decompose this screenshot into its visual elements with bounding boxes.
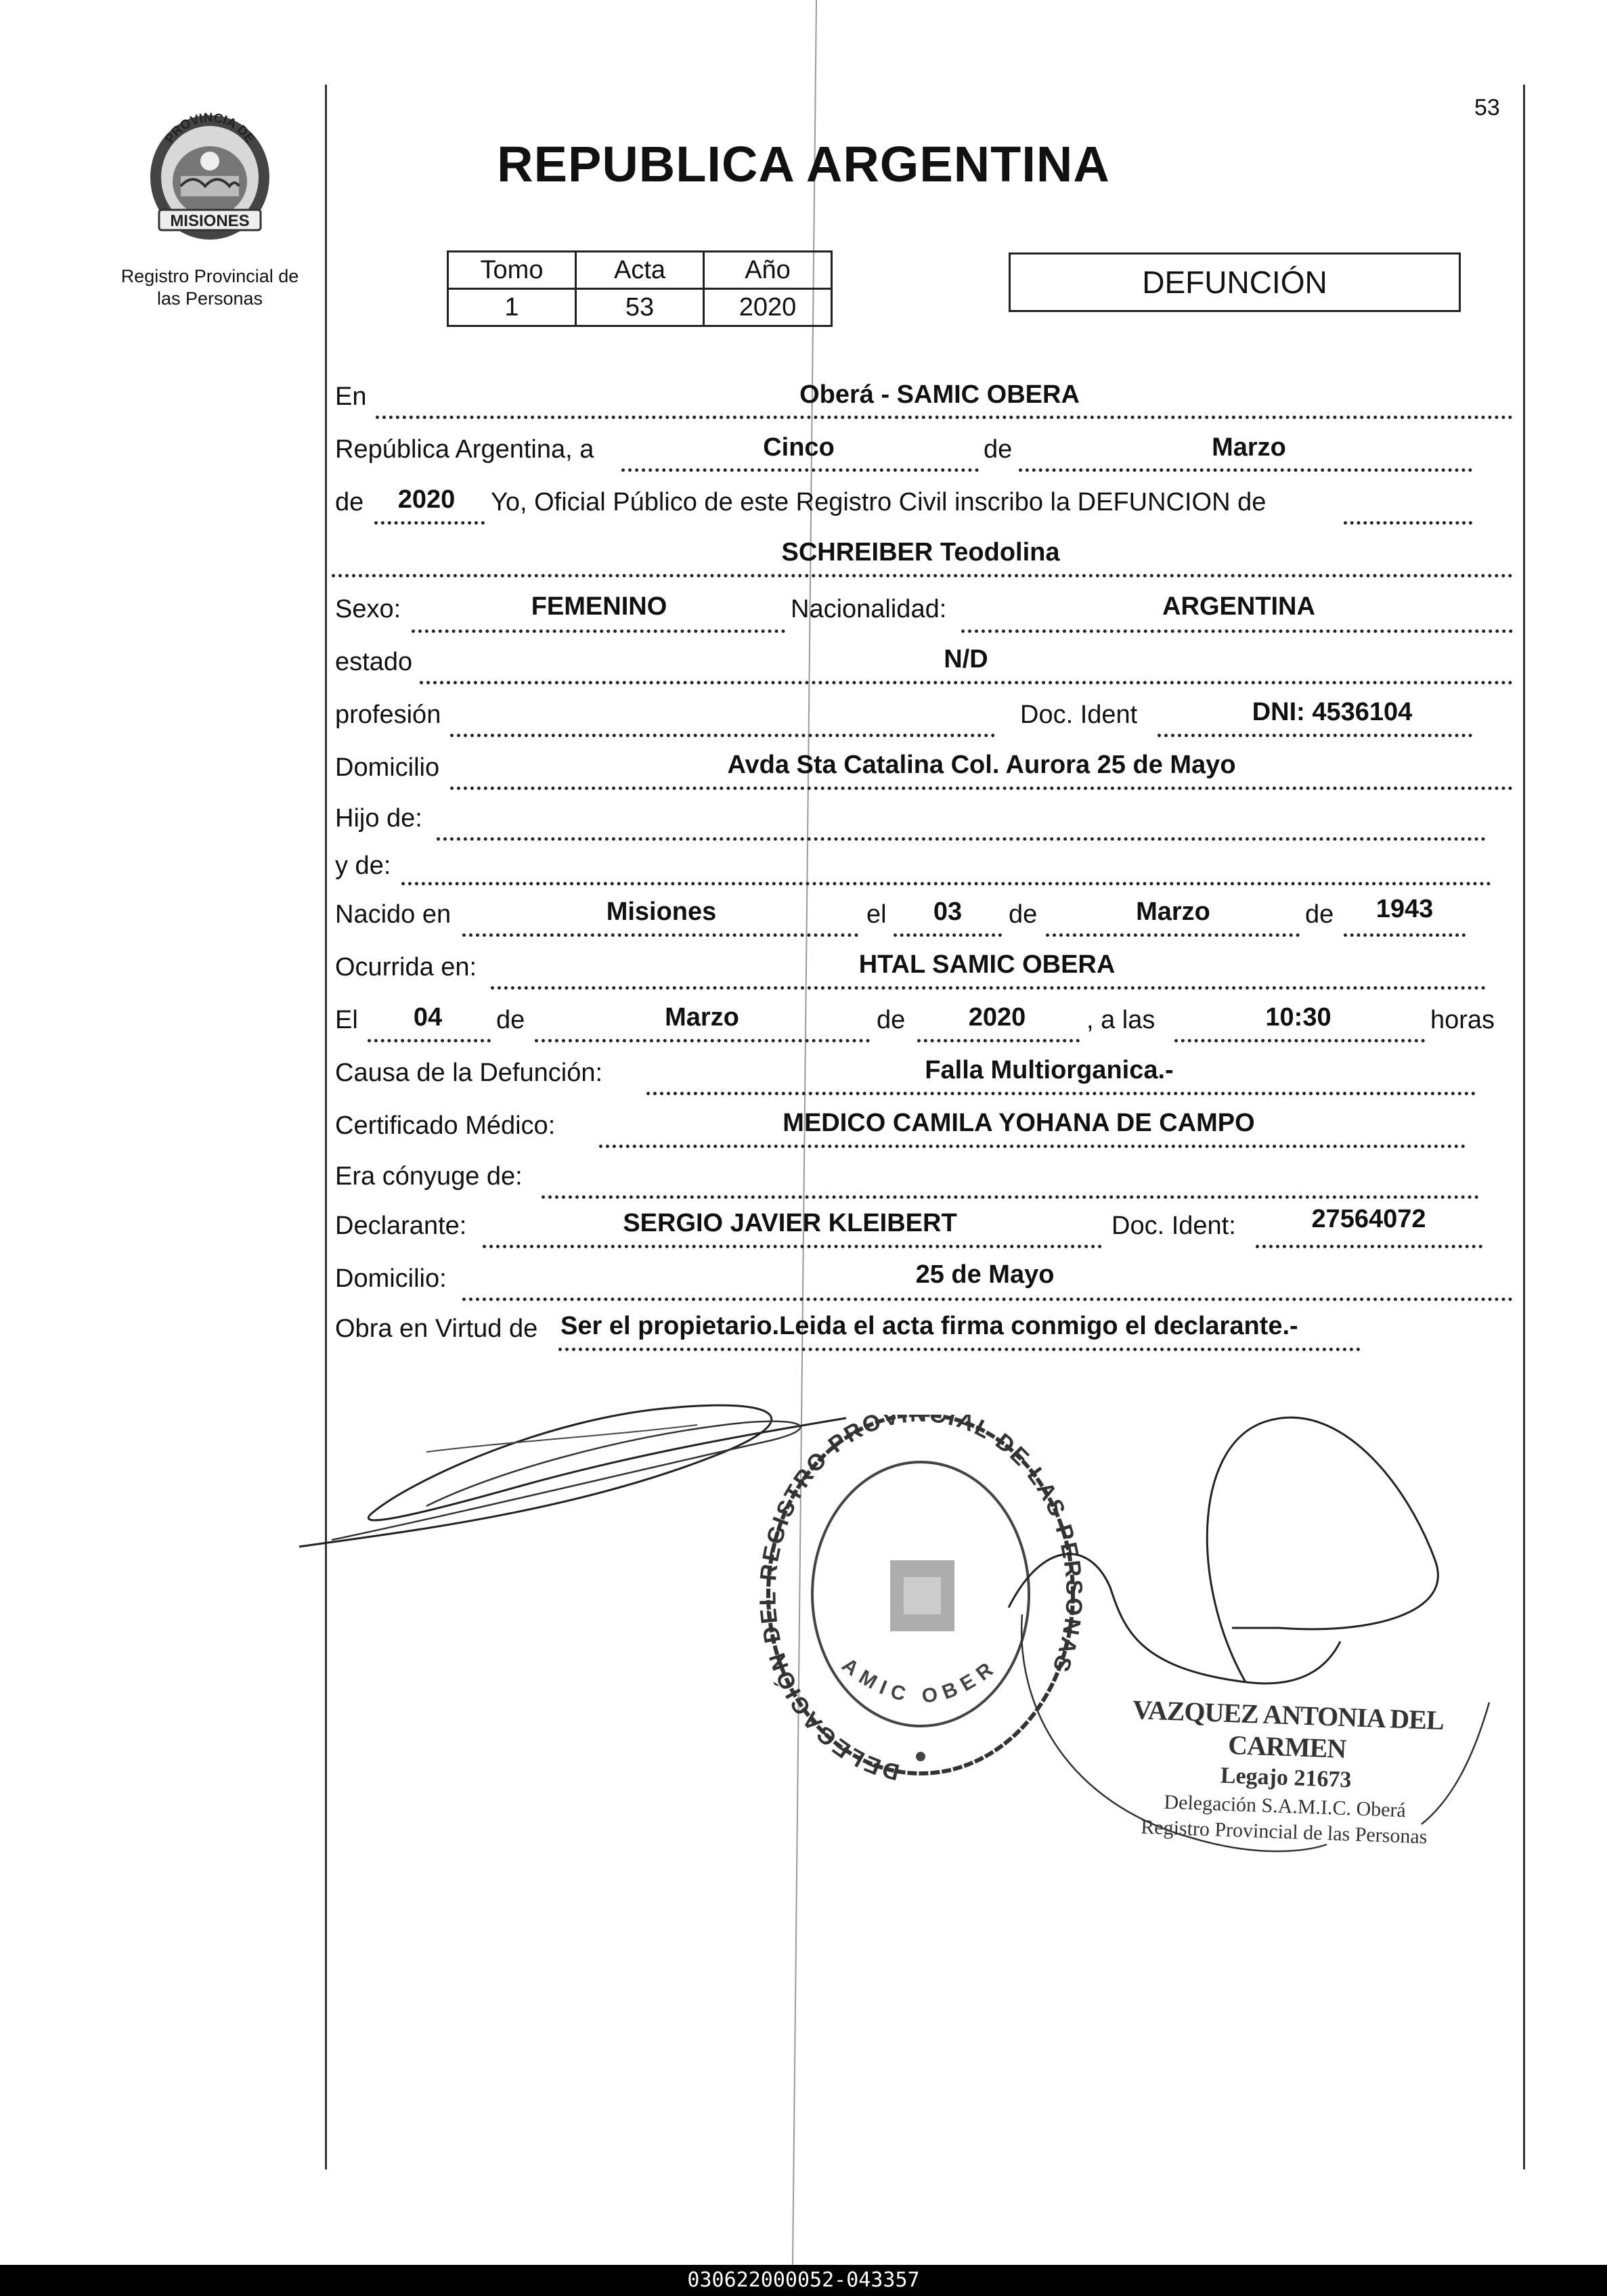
stamp-inner-text: AMIC OBER bbox=[837, 1654, 1003, 1708]
place-value: Oberá - SAMIC OBERA bbox=[799, 380, 1080, 409]
officer-delegacion: Delegación S.A.M.I.C. Oberá bbox=[1164, 1790, 1407, 1822]
nacido-en-value: Misiones bbox=[606, 898, 717, 926]
ocurrida-en-value: HTAL SAMIC OBERA bbox=[858, 950, 1116, 979]
doc-ident-label: Doc. Ident bbox=[1020, 701, 1138, 729]
y-de-label: y de: bbox=[335, 852, 391, 880]
conyuge-label: Era cónyuge de: bbox=[335, 1162, 523, 1191]
dotted-line bbox=[917, 1039, 1080, 1042]
registry-line-1: Registro Provincial de bbox=[120, 266, 299, 286]
certificado-label: Certificado Médico: bbox=[335, 1111, 556, 1140]
page-number: 53 bbox=[1474, 95, 1500, 120]
obra-label: Obra en Virtud de bbox=[335, 1315, 538, 1343]
de-label: de bbox=[335, 488, 364, 516]
de-label: de bbox=[1305, 900, 1334, 929]
dotted-line bbox=[437, 837, 1486, 841]
profesion-label: profesión bbox=[335, 701, 441, 729]
barcode-footer: 030622000052-043357 bbox=[0, 2265, 1607, 2296]
a-las-label: , a las bbox=[1086, 1006, 1155, 1034]
officer-legajo: Legajo 21673 bbox=[1220, 1763, 1352, 1793]
right-border-line bbox=[1523, 85, 1525, 2169]
registry-line-2: las Personas bbox=[156, 288, 263, 309]
document-type-box: DEFUNCIÓN bbox=[1009, 252, 1461, 312]
dotted-line bbox=[646, 1092, 1476, 1095]
anio-label: Año bbox=[704, 252, 832, 289]
nacionalidad-label: Nacionalidad: bbox=[791, 595, 947, 623]
nacionalidad-value: ARGENTINA bbox=[1162, 592, 1315, 621]
el-label: el bbox=[866, 900, 887, 929]
oficial-text: Yo, Oficial Público de este Registro Civil inscribo la DEFUNCION de bbox=[491, 488, 1267, 516]
de-label: de bbox=[1009, 900, 1038, 929]
death-month-value: Marzo bbox=[665, 1003, 739, 1032]
dotted-line bbox=[374, 521, 485, 525]
acta-label: Acta bbox=[576, 252, 704, 289]
republica-label: República Argentina, a bbox=[335, 435, 594, 464]
acta-value: 53 bbox=[576, 289, 704, 326]
death-time-value: 10:30 bbox=[1265, 1003, 1331, 1032]
day-word-value: Cinco bbox=[763, 433, 835, 462]
decl-doc-label: Doc. Ident: bbox=[1111, 1212, 1236, 1240]
certificado-value: MEDICO CAMILA YOHANA DE CAMPO bbox=[783, 1109, 1255, 1137]
decl-doc-value: 27564072 bbox=[1311, 1205, 1426, 1233]
dotted-line bbox=[1256, 1245, 1482, 1248]
anio-value: 2020 bbox=[704, 289, 832, 326]
birth-month-value: Marzo bbox=[1136, 898, 1210, 926]
dotted-line bbox=[332, 574, 1513, 577]
estado-value: N/D bbox=[944, 645, 988, 674]
dotted-line bbox=[491, 986, 1486, 990]
dotted-line bbox=[462, 1298, 1513, 1301]
record-table bbox=[447, 250, 833, 327]
dotted-line bbox=[535, 1039, 870, 1042]
dotted-line bbox=[1174, 1039, 1425, 1042]
deceased-name-value: SCHREIBER Teodolina bbox=[781, 538, 1060, 567]
year-value: 2020 bbox=[397, 485, 456, 514]
dotted-line bbox=[450, 787, 1513, 790]
dotted-line bbox=[894, 933, 1002, 937]
dni-value: DNI: 4536104 bbox=[1252, 698, 1413, 726]
dotted-line bbox=[376, 416, 1513, 419]
dotted-line bbox=[558, 1348, 1361, 1351]
dotted-line bbox=[542, 1195, 1479, 1199]
dotted-line bbox=[961, 630, 1513, 633]
tomo-value: 1 bbox=[448, 289, 576, 326]
seal-text-top: PROVINCIA DE bbox=[162, 110, 257, 146]
obra-value: Ser el propietario.Leida el acta firma conmigo el declarante.- bbox=[560, 1312, 1298, 1340]
dotted-line bbox=[1046, 933, 1300, 937]
dotted-line bbox=[1344, 521, 1472, 525]
sexo-label: Sexo: bbox=[335, 595, 401, 623]
left-border-line bbox=[325, 85, 327, 2169]
birth-day-value: 03 bbox=[933, 898, 963, 926]
de-label: de bbox=[877, 1006, 906, 1034]
de-label: de bbox=[496, 1006, 525, 1034]
month-value: Marzo bbox=[1212, 433, 1286, 462]
dotted-line bbox=[599, 1145, 1466, 1148]
seal-text-bottom: MISIONES bbox=[170, 212, 250, 230]
declarante-label: Declarante: bbox=[335, 1212, 467, 1240]
registry-name bbox=[102, 265, 318, 310]
dotted-line bbox=[401, 882, 1491, 885]
birth-year-value: 1943 bbox=[1375, 895, 1434, 923]
officer-name: VAZQUEZ ANTONIA DEL CARMEN bbox=[1132, 1694, 1445, 1765]
estado-label: estado bbox=[335, 648, 413, 676]
death-year-value: 2020 bbox=[968, 1003, 1026, 1032]
officer-registro: Registro Provincial de las Personas bbox=[1140, 1815, 1428, 1849]
El-label: El bbox=[335, 1006, 358, 1034]
en-label: En bbox=[335, 382, 367, 411]
stamp-ring-text: DELEGACIÓN D REGISTRO PROVI CIAL DE LAS PE NAS bbox=[758, 1415, 1083, 1786]
decl-domicilio-value: 25 de Mayo bbox=[915, 1260, 1055, 1289]
dotted-line bbox=[412, 630, 785, 633]
svg-text:SAMIC OBERA bbox=[758, 1415, 1003, 1708]
dotted-line bbox=[621, 468, 979, 472]
nacido-label: Nacido en bbox=[335, 900, 452, 929]
dotted-line bbox=[368, 1039, 491, 1042]
dotted-line bbox=[483, 1245, 1102, 1248]
horas-label: horas bbox=[1430, 1006, 1495, 1034]
dotted-line bbox=[1158, 734, 1472, 737]
dotted-line bbox=[450, 734, 995, 737]
dotted-line bbox=[1344, 933, 1466, 937]
officer-stamp bbox=[1074, 1692, 1498, 1851]
domicilio-label: Domicilio bbox=[335, 753, 440, 782]
sexo-value: FEMENINO bbox=[531, 592, 667, 621]
causa-value: Falla Multiorganica.- bbox=[925, 1056, 1174, 1084]
domicilio-value: Avda Sta Catalina Col. Aurora 25 de Mayo bbox=[727, 751, 1236, 779]
causa-label: Causa de la Defunción: bbox=[335, 1059, 603, 1087]
ocurrida-label: Ocurrida en: bbox=[335, 953, 477, 981]
dotted-line bbox=[1019, 468, 1472, 472]
dotted-line bbox=[462, 933, 858, 937]
dotted-line bbox=[420, 681, 1513, 684]
death-day-value: 04 bbox=[413, 1003, 443, 1032]
hijo-label: Hijo de: bbox=[335, 804, 422, 833]
decl-domicilio-label: Domicilio: bbox=[335, 1264, 447, 1293]
page-title: REPUBLICA ARGENTINA bbox=[497, 136, 1110, 192]
declarante-value: SERGIO JAVIER KLEIBERT bbox=[623, 1209, 957, 1237]
de-label: de bbox=[984, 435, 1013, 464]
tomo-label: Tomo bbox=[448, 252, 576, 289]
